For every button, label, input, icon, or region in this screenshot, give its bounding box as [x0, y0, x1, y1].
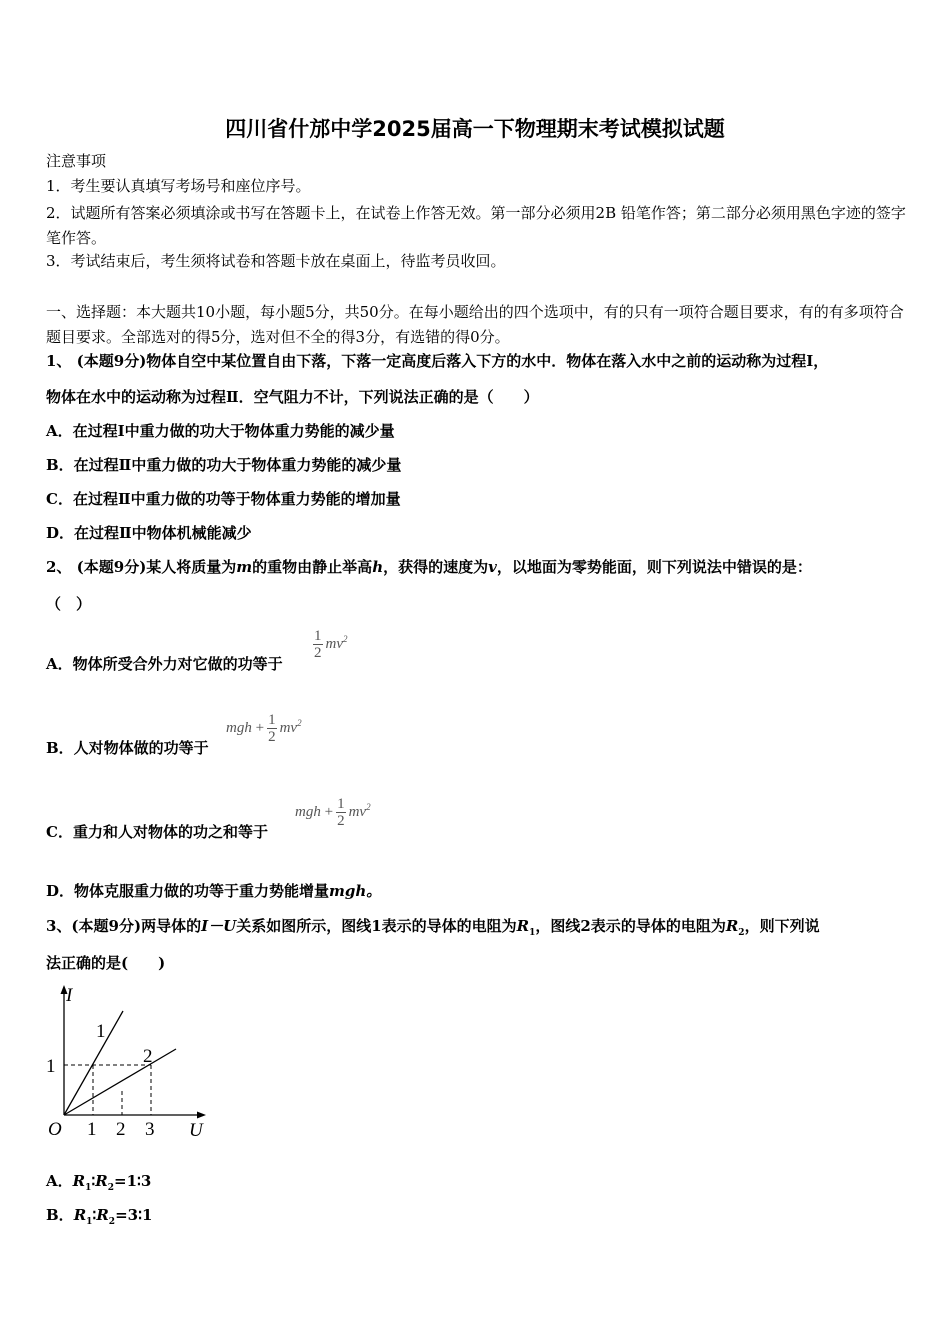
q3-option-b-r2-sub: 2 — [108, 1217, 116, 1227]
q3-stem-b: 关系如图所示，图线1表示的导体的电阻为 — [236, 917, 517, 935]
section-intro: 一、选择题：本大题共10小题，每小题5分，共50分。在每小题给出的四个选项中，有的只有一项符合题目要求，有的有多项符合题目要求。全部选对的得5分，选对但不全的得3分，有选错的得0分。 — [46, 303, 904, 346]
frac-numerator: 1 — [314, 628, 322, 644]
q3-iu: I－U — [201, 917, 237, 935]
q3-r2: R — [725, 917, 739, 935]
q3-option-a — [46, 1171, 151, 1198]
q3-stem-line2: 法正确的是( ) — [46, 954, 166, 972]
iu-graph — [44, 983, 214, 1143]
q3-stem — [46, 916, 820, 943]
page-title: 四川省什邡中学2025届高一下物理期末考试模拟试题 — [225, 117, 725, 141]
q2-option-c-formula — [295, 796, 371, 829]
q2-var-m: m — [236, 558, 253, 576]
q2-option-b-text: B．人对物体做的功等于 — [46, 739, 209, 757]
x-axis-label: U — [189, 1120, 203, 1141]
formula-mv: mv — [348, 803, 367, 820]
q3-option-a-prefix: A． — [46, 1172, 73, 1190]
q3-option-b-r1: R — [73, 1206, 87, 1224]
q2-stem-c: ，获得的速度为 — [383, 558, 489, 576]
formula-mv: mv — [279, 719, 298, 736]
q2-option-b-formula — [226, 712, 302, 745]
q3-stem-a: 3、(本题9分)两导体的 — [46, 917, 202, 935]
q3-option-a-ratio: =1∶3 — [114, 1172, 152, 1190]
formula-mgh: mgh — [295, 803, 321, 820]
q3-option-a-r1: R — [72, 1172, 86, 1190]
x-tick-2: 2 — [116, 1119, 126, 1140]
q3-option-b-r2: R — [96, 1206, 109, 1224]
frac-denominator: 2 — [314, 645, 322, 661]
q3-r1: R — [516, 917, 530, 935]
q2-stem — [46, 557, 812, 577]
q2-option-d-tail: mgh。 — [329, 882, 382, 900]
frac-numerator: 1 — [268, 712, 276, 728]
origin-label: O — [48, 1119, 62, 1140]
q2-var-v: v — [488, 558, 497, 576]
q3-option-a-r2-sub: 2 — [107, 1183, 115, 1193]
x-tick-1: 1 — [87, 1119, 97, 1140]
q3-r1-sub: 1 — [529, 928, 536, 938]
notice-heading: 注意事项 — [46, 152, 107, 170]
q2-option-c-text: C．重力和人对物体的功之和等于 — [46, 823, 268, 841]
y-tick-1: 1 — [46, 1056, 56, 1077]
frac-numerator: 1 — [337, 796, 345, 812]
q2-option-a-text: A．物体所受合外力对它做的功等于 — [46, 655, 283, 673]
x-axis-arrow — [197, 1112, 206, 1119]
formula-exponent: 2 — [297, 717, 302, 728]
q3-option-b — [46, 1205, 152, 1232]
q2-stem-d: ，以地面为零势能面，则下列说法中错误的是： — [496, 558, 812, 576]
q3-option-a-colon: ∶ — [91, 1172, 96, 1190]
q1-option-b: B．在过程Ⅱ中重力做的功大于物体重力势能的减少量 — [46, 456, 402, 474]
q1-option-d: D．在过程Ⅱ中物体机械能减少 — [46, 524, 252, 542]
q2-answer-paren: （ ） — [46, 595, 92, 613]
q3-stem-d: ，则下列说 — [744, 917, 820, 935]
graph-line-1 — [64, 1011, 123, 1115]
graph-line-2 — [64, 1049, 176, 1115]
y-axis-label: I — [66, 985, 73, 1006]
frac-denominator: 2 — [268, 729, 276, 745]
q2-option-c — [46, 822, 268, 842]
x-tick-3: 3 — [145, 1119, 155, 1140]
q2-stem-a: 2、 (本题9分)某人将质量为 — [46, 558, 237, 576]
formula-exponent: 2 — [366, 801, 371, 812]
q2-option-a — [46, 654, 283, 674]
q2-stem-b: 的重物由静止举高 — [252, 558, 373, 576]
q3-option-b-colon: ∶ — [92, 1206, 97, 1224]
q3-option-b-prefix: B． — [46, 1206, 74, 1224]
notice-item-3: 3．考试结束后，考生须将试卷和答题卡放在桌面上，待监考员收回。 — [46, 252, 506, 270]
formula-exponent: 2 — [343, 633, 348, 644]
q2-option-d-text: D．物体克服重力做的功等于重力势能增量 — [46, 882, 330, 900]
line-1-label: 1 — [96, 1021, 106, 1042]
q1-stem-line1: 1、 (本题9分)物体自空中某位置自由下落，下落一定高度后落入下方的水中．物体在落入水中之前的运动称为过程Ⅰ， — [46, 352, 829, 370]
notice-item-2: 2．试题所有答案必须填涂或书写在答题卡上，在试卷上作答无效。第一部分必须用2B 铅笔作答；第二部分必须用黑色字迹的签字笔作答。 — [46, 204, 906, 247]
formula-plus: + — [324, 803, 334, 820]
q2-var-h: h — [372, 558, 384, 576]
q1-option-a: A．在过程Ⅰ中重力做的功大于物体重力势能的减少量 — [46, 422, 395, 440]
notice-item-1: 1．考生要认真填写考场号和座位序号。 — [46, 177, 311, 195]
q1-option-c: C．在过程Ⅱ中重力做的功等于物体重力势能的增加量 — [46, 490, 401, 508]
q3-option-a-r1-sub: 1 — [85, 1183, 92, 1193]
formula-mv: mv — [325, 635, 343, 652]
q3-option-b-ratio: =3∶1 — [115, 1206, 153, 1224]
q1-stem-line2: 物体在水中的运动称为过程Ⅱ．空气阻力不计，下列说法正确的是（ ） — [46, 388, 539, 406]
q2-option-b — [46, 738, 209, 758]
formula-mgh: mgh — [226, 719, 252, 736]
line-2-label: 2 — [143, 1046, 153, 1067]
frac-denominator: 2 — [337, 813, 345, 829]
q3-option-a-r2: R — [95, 1172, 108, 1190]
q2-option-d — [46, 881, 381, 901]
q2-option-a-formula — [310, 628, 348, 661]
q3-stem-c: ，图线2表示的导体的电阻为 — [535, 917, 726, 935]
q3-option-b-r1-sub: 1 — [86, 1217, 93, 1227]
q3-r2-sub: 2 — [738, 928, 745, 938]
formula-plus: + — [255, 719, 265, 736]
